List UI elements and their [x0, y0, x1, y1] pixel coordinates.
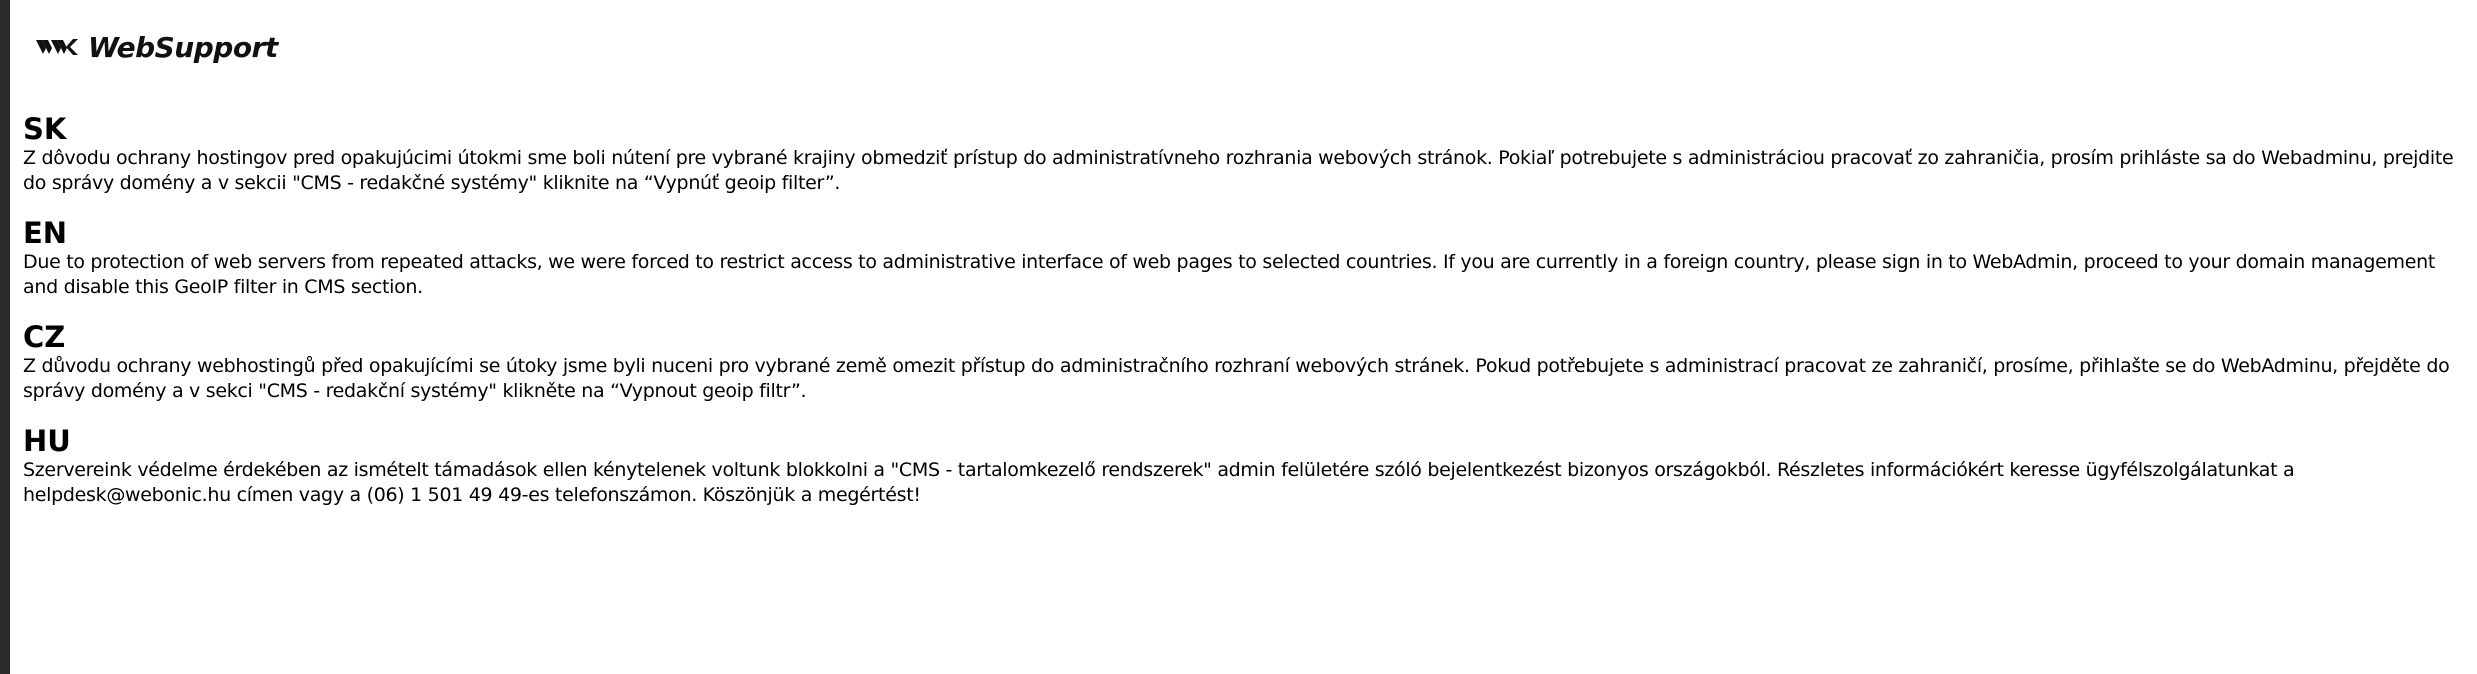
section-heading-en: EN — [23, 216, 68, 250]
window-edge-bar — [0, 0, 10, 674]
websupport-logo[interactable] — [34, 30, 278, 64]
section-hu — [23, 424, 2455, 508]
section-text-en: Due to protection of web servers from repeated attacks, we were forced to restrict access to administrative interface of web pages to selected countries. If you are currently in a foreign country, please sign in to WebAdmin, proceed to your domain management and disable this GeoIP filter in CMS section. — [23, 251, 2436, 298]
section-en — [23, 216, 2455, 300]
section-cz — [23, 320, 2455, 404]
section-text-sk: Z dôvodu ochrany hostingov pred opakujúcimi útokmi sme boli nútení pre vybrané krajiny obmedziť prístup do administratívneho rozhrania webových stránok. Pokiaľ potrebujete s administráciou pracovať zo zahraničia, prosím prihláste sa do Webadminu, prejdite do správy domény a v sekcii "CMS - redakčné systémy" kliknite na “Vypnúť geoip filter”. — [23, 147, 2454, 194]
section-sk — [23, 112, 2455, 196]
notice-sections — [23, 112, 2455, 508]
websupport-logo-icon — [34, 35, 80, 59]
section-heading-hu: HU — [23, 424, 71, 458]
section-heading-cz: CZ — [23, 320, 66, 354]
section-text-hu: Szervereink védelme érdekében az ismételt támadások ellen kénytelenek voltunk blokkolni a "CMS - tartalomkezelő rendszerek" admin felületére szóló bejelentkezést bizonyos országokból. Részletes információkért keresse ügyfélszolgálatunkat a helpdesk@webonic.hu címen vagy a (06) 1 501 49 49-es telefonszámon. Köszönjük a megértést! — [23, 459, 2295, 506]
websupport-logo-text: WebSupport — [88, 30, 278, 64]
section-text-cz: Z důvodu ochrany webhostingů před opakujícími se útoky jsme byli nuceni pro vybrané země omezit přístup do administračního rozhraní webových stránek. Pokud potřebujete s administrací pracovat ze zahraničí, prosíme, přihlašte se do WebAdminu, přejděte do správy domény a v sekci "CMS - redakční systémy" klikněte na “Vypnout geoip filtr”. — [23, 355, 2450, 402]
section-heading-sk: SK — [23, 112, 67, 146]
